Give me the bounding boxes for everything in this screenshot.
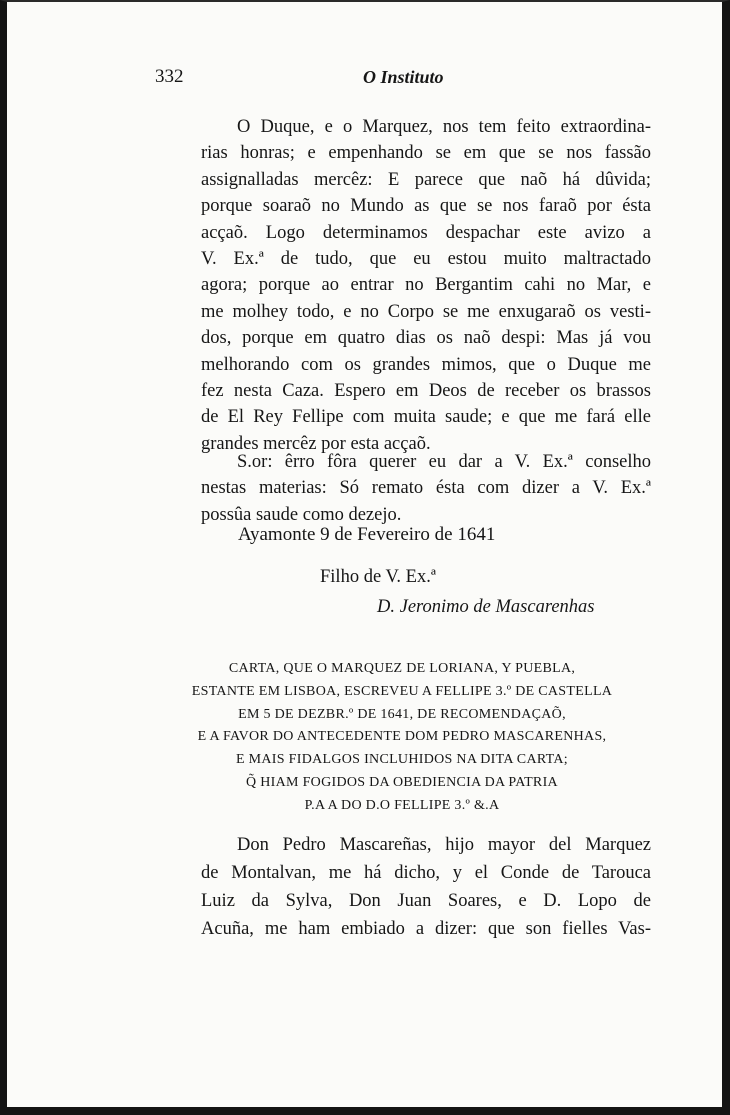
section-heading xyxy=(157,658,647,818)
text-line: fez nesta Caza. Espero em Deos de receber os brassos xyxy=(201,380,651,401)
letter-signature: D. Jeronimo de Mascarenhas xyxy=(377,597,595,617)
heading-line: E MAIS FIDALGOS INCLUHIDOS NA DITA CARTA; xyxy=(235,752,568,768)
heading-line: EM 5 DE DEZBR.º DE 1641, DE RECOMENDAÇAÕ, xyxy=(238,706,566,722)
letter-paragraph-1 xyxy=(201,114,651,457)
text-line: de El Rey Fellipe com muita saude; e que me fará elle xyxy=(201,407,651,428)
text-line: acçaõ. Logo determinamos despachar este avizo a xyxy=(201,222,651,243)
text-line: agora; porque ao entrar no Bergantim cahi no Mar, e xyxy=(201,275,651,296)
text-line: Luiz da Sylva, Don Juan Soares, e D. Lopo de xyxy=(201,891,651,911)
text-line: S.or: êrro fôra querer eu dar a V. Ex.ª conselho xyxy=(237,452,651,472)
text-line: me molhey todo, e no Corpo se me enxugaraõ os vesti- xyxy=(201,301,651,322)
page-number: 332 xyxy=(155,66,184,87)
text-line: grandes mercêz por esta acçaõ. xyxy=(201,433,431,454)
text-line: melhorando com os grandes mimos, que o Duque me xyxy=(201,354,651,375)
letter-paragraph-3 xyxy=(201,832,651,944)
text-line: porque soaraõ no Mundo as que se nos faraõ por ésta xyxy=(201,196,651,217)
heading-line: E A FAVOR DO ANTECEDENTE DOM PEDRO MASCARENHAS, xyxy=(197,729,607,745)
text-line: rias honras; e empenhando se em que se nos fassão xyxy=(201,143,651,164)
heading-line: Q̃ HIAM FOGIDOS DA OBEDIENCIA DA PATRIA xyxy=(246,774,558,790)
text-line: O Duque, e o Marquez, nos tem feito extraordina- xyxy=(237,117,651,137)
date-line: Ayamonte 9 de Fevereiro de 1641 xyxy=(238,524,496,545)
letter-paragraph-2 xyxy=(201,449,651,528)
text-line: assignalladas mercêz: E parece que naõ há dûvida; xyxy=(201,169,651,190)
journal-title: O Instituto xyxy=(363,67,444,87)
heading-line: ESTANTE EM LISBOA, ESCREVEU A FELLIPE 3.º DE CASTELLA xyxy=(191,683,613,699)
text-line: Acuña, me ham embiado a dizer: que son fielles Vas- xyxy=(201,919,651,939)
text-line: possûa saude como dezejo. xyxy=(201,504,402,525)
text-line: Don Pedro Mascareñas, hijo mayor del Marquez xyxy=(237,835,651,855)
text-line: de Montalvan, me há dicho, y el Conde de Tarouca xyxy=(201,863,651,883)
letter-closing: Filho de V. Ex.ª xyxy=(320,567,436,587)
heading-line: CARTA, QUE O MARQUEZ DE LORIANA, Y PUEBLA, xyxy=(228,661,576,676)
text-line: dos, porque em quatro dias os naõ despi: Mas já vou xyxy=(201,328,651,349)
heading-line: P.A A DO D.O FELLIPE 3.º &.A xyxy=(304,797,500,813)
text-line: V. Ex.ª de tudo, que eu estou muito maltractado xyxy=(201,248,651,269)
text-line: nestas materias: Só remato ésta com dizer a V. Ex.ª xyxy=(201,478,651,499)
